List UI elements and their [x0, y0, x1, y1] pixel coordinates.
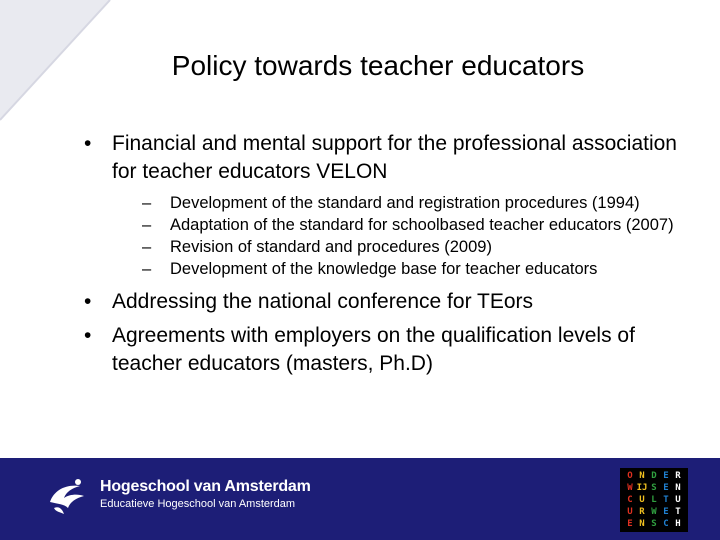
badge-letter: U — [675, 495, 681, 505]
badge-letter: E — [663, 471, 669, 481]
badge-letter: S — [651, 483, 657, 493]
badge-letter: IJ — [636, 483, 648, 493]
bullet-item — [84, 130, 684, 280]
badge-letter: E — [663, 507, 669, 517]
sub-list — [112, 192, 684, 280]
badge-letter: C — [627, 495, 633, 505]
badge-letter: D — [651, 471, 657, 481]
badge-letter: T — [663, 495, 669, 505]
sub-item — [112, 236, 684, 258]
badge-letter: W — [627, 483, 633, 493]
sub-item — [112, 214, 684, 236]
bullet-text: Agreements with employers on the qualification levels of teacher educators (masters, Ph.D) — [112, 324, 635, 375]
sub-item-text: Adaptation of the standard for schoolbased teacher educators (2007) — [170, 216, 674, 234]
sub-item-text: Development of the standard and registration procedures (1994) — [170, 194, 640, 212]
slide-content — [84, 130, 684, 386]
bullet-item — [84, 288, 684, 316]
badge-letter: W — [651, 507, 657, 517]
sub-item — [112, 192, 684, 214]
badge-letter: T — [675, 507, 681, 517]
badge-letter: S — [651, 519, 657, 529]
badge-letter: U — [627, 507, 633, 517]
badge-letter: E — [663, 483, 669, 493]
bullet-text: Financial and mental support for the professional association for teacher educators VELON — [112, 132, 677, 183]
slide-title: Policy towards teacher educators — [171, 50, 585, 81]
dash-marker: – — [142, 216, 152, 234]
hva-griffin-logo-icon — [44, 474, 90, 520]
badge-letter: E — [627, 519, 633, 529]
badge-letter-grid — [624, 470, 684, 530]
bullet-marker: • — [84, 132, 92, 155]
badge-letter: R — [639, 507, 645, 517]
badge-letter: N — [639, 471, 645, 481]
footer-bar — [0, 458, 720, 540]
sub-item-text: Revision of standard and procedures (2009) — [170, 238, 492, 256]
org-subtitle: Educatieve Hogeschool van Amsterdam — [100, 498, 296, 510]
badge-letter: U — [639, 495, 645, 505]
badge-letter: N — [639, 519, 645, 529]
badge-letter: O — [627, 471, 633, 481]
bullet-marker: • — [84, 290, 92, 313]
bullet-item — [84, 322, 684, 378]
badge-letter: C — [663, 519, 669, 529]
badge-letter: H — [675, 519, 681, 529]
dash-marker: – — [142, 194, 152, 212]
badge-letter: L — [651, 495, 657, 505]
dash-marker: – — [142, 238, 152, 256]
bullet-marker: • — [84, 324, 92, 347]
org-name: Hogeschool van Amsterdam — [100, 478, 311, 495]
sub-item-text: Development of the knowledge base for teacher educators — [170, 260, 598, 278]
sub-item — [112, 258, 684, 280]
badge-letter: R — [675, 471, 681, 481]
onderwijs-en-cultuur-badge-icon — [620, 468, 688, 532]
bullet-text: Addressing the national conference for TEors — [112, 290, 534, 313]
badge-letter: N — [675, 483, 681, 493]
dash-marker: – — [142, 260, 152, 278]
